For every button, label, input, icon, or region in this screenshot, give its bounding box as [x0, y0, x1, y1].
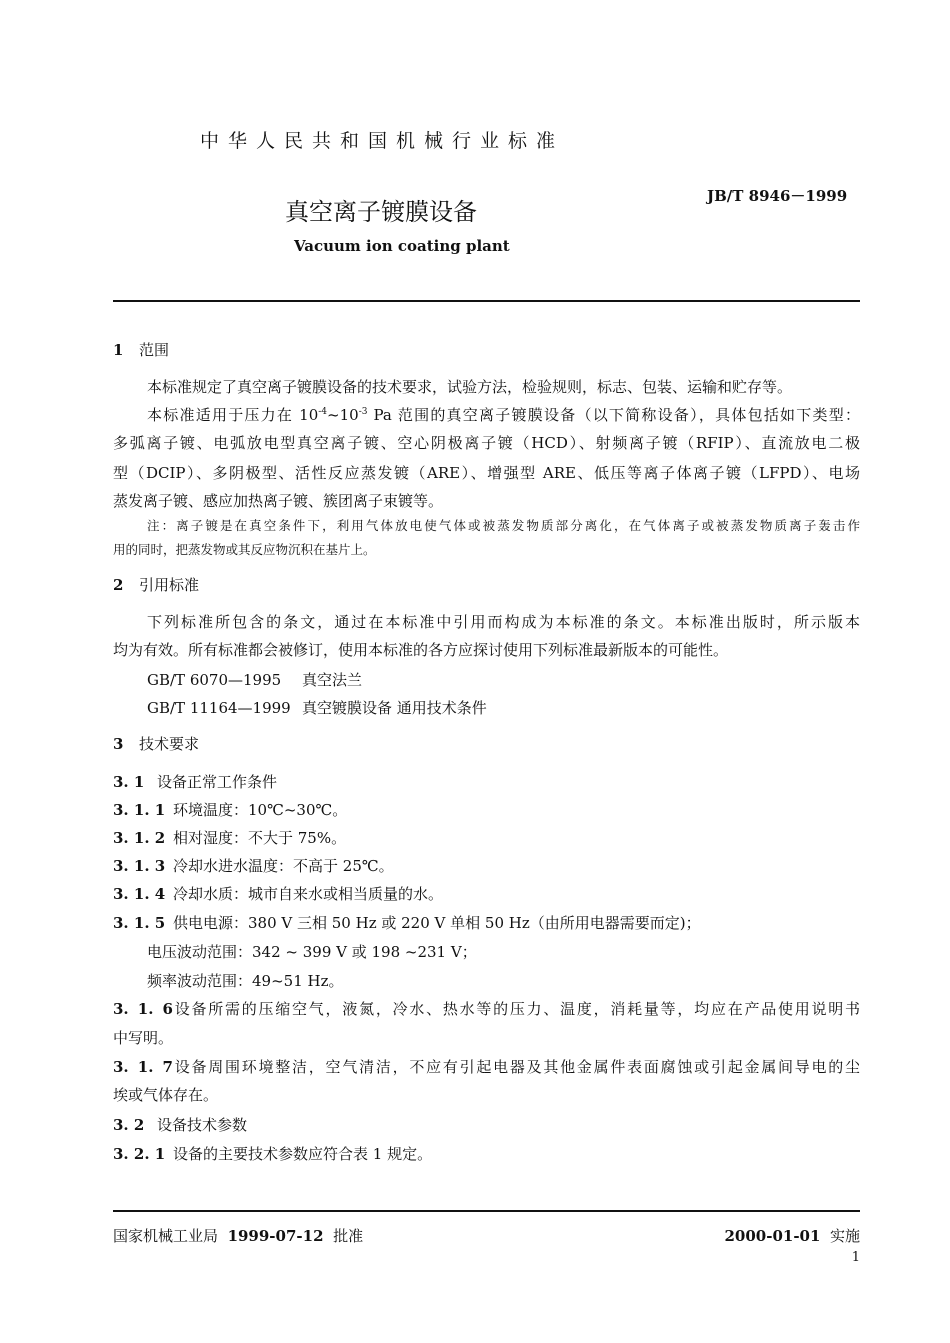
note-line: 注：离子镀是在真空条件下，利用气体放电使气体或被蒸发物质部分离化，在气体离子或被蒸发物质离子轰击作 [147, 518, 860, 533]
clause-continuation: 频率波动范围：49~51 Hz。 [147, 972, 344, 990]
header-divider [113, 300, 860, 302]
section-title: 引用标准 [139, 576, 200, 594]
clause-3-1-3: 3. 1. 3 冷却水进水温度：不高于 25℃。 [113, 857, 394, 875]
subsection-3-2-heading: 3. 2 设备技术参数 [113, 1116, 248, 1134]
clause-continuation: 电压波动范围：342 ~ 399 V 或 198 ~231 V； [147, 943, 477, 961]
impl-label: 实施 [829, 1227, 860, 1245]
section-2-heading [113, 575, 860, 595]
section-title: 技术要求 [139, 735, 200, 753]
paragraph-line: 本标准适用于压力在 $10^{-4}\sim 10^{-3}$ Pa 范围的真空离子镀膜设备（以下简称设备），具体包括如下类型： [147, 406, 861, 424]
implementation-info [724, 1225, 860, 1246]
document-title-cn: 真空离子镀膜设备 [285, 198, 477, 226]
clause-3-1-1: 3. 1. 1 环境温度：10℃~30℃。 [113, 801, 348, 819]
approve-date: 1999-07-12 [227, 1227, 324, 1245]
standard-category-header: 中华人民共和国机械行业标准 [200, 130, 565, 152]
reference-item [147, 670, 860, 690]
paragraph-line: 下列标准所包含的条文，通过在本标准中引用而构成为本标准的条文。本标准出版时，所示版本 [147, 613, 860, 631]
clause-3-1-6: 3. 1. 6设备所需的压缩空气，液氮，冷水、热水等的压力、温度，消耗量等，均应在产品使用说明书 [113, 1000, 860, 1018]
paragraph-line: 蒸发离子镀、感应加热离子镀、簇团离子束镀等。 [113, 492, 444, 510]
paragraph-line: 均为有效。所有标准都会被修订，使用本标准的各方应探讨使用下列标准最新版本的可能性。 [113, 641, 729, 659]
reference-title: 真空镀膜设备 通用技术条件 [302, 699, 487, 717]
clause-continuation: 埃或气体存在。 [113, 1086, 219, 1104]
paragraph-line: 型（DCIP）、多阴极型、活性反应蒸发镀（ARE）、增强型 ARE、低压等离子体离子镀（LFPD）、电场 [113, 464, 860, 482]
reference-code: GB/T 11164—1999 [147, 699, 291, 717]
footer-divider [113, 1210, 860, 1212]
clause-continuation: 中写明。 [113, 1029, 174, 1047]
section-1-heading [113, 340, 860, 360]
paragraph-line: 本标准规定了真空离子镀膜设备的技术要求，试验方法，检验规则，标志、包装、运输和贮存等。 [147, 378, 793, 396]
clause-3-1-5: 3. 1. 5 供电电源：380 V 三相 50 Hz 或 220 V 单相 50 Hz（由所用电器需要而定)； [113, 914, 701, 932]
section-title: 范围 [139, 341, 170, 359]
reference-title: 真空法兰 [302, 671, 363, 689]
approval-info [113, 1225, 363, 1246]
section-number: 2 [113, 576, 124, 594]
subsection-3-1-heading: 3. 1 设备正常工作条件 [113, 773, 278, 791]
issuer: 国家机械工业局 [113, 1227, 219, 1245]
approve-label: 批准 [333, 1227, 364, 1245]
page-number: 1 [851, 1250, 860, 1265]
section-number: 1 [113, 341, 124, 359]
section-3-heading [113, 734, 860, 754]
clause-3-1-2: 3. 1. 2 相对湿度：不大于 75%。 [113, 829, 347, 847]
clause-3-2-1: 3. 2. 1 设备的主要技术参数应符合表 1 规定。 [113, 1145, 433, 1163]
note-line: 用的同时，把蒸发物或其反应物沉积在基片上。 [113, 542, 376, 557]
standard-code: JB/T 8946－1999 [707, 187, 848, 205]
clause-3-1-4: 3. 1. 4 冷却水质：城市自来水或相当质量的水。 [113, 885, 444, 903]
reference-item [147, 698, 860, 718]
clause-3-1-7: 3. 1. 7设备周围环境整洁，空气清洁，不应有引起电器及其他金属件表面腐蚀或引起金属间导电的尘 [113, 1058, 860, 1076]
reference-code: GB/T 6070—1995 [147, 671, 282, 689]
section-number: 3 [113, 735, 124, 753]
document-title-en: Vacuum ion coating plant [294, 237, 510, 255]
impl-date: 2000-01-01 [724, 1227, 821, 1245]
paragraph-line: 多弧离子镀、电弧放电型真空离子镀、空心阴极离子镀（HCD）、射频离子镀（RFIP）、直流放电二极 [113, 434, 860, 452]
